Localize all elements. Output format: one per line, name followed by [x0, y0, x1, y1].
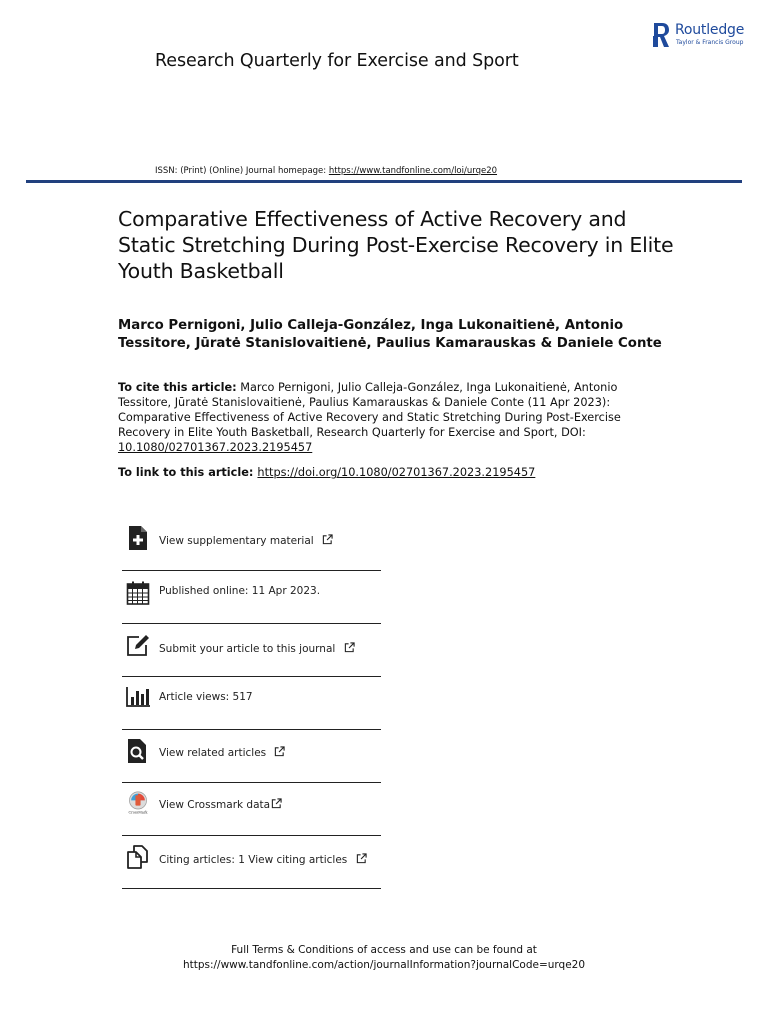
journal-title: Research Quarterly for Exercise and Sport [155, 51, 519, 71]
article-views-item [122, 677, 381, 730]
related-articles-item[interactable] [122, 730, 381, 783]
author-list: Marco Pernigoni, Julio Calleja-González, Inga Lukonaitienė, Antonio Tessitore, Jūratė Stanislovaitienė, Paulius Kamarauskas & Daniele Conte [118, 318, 662, 351]
related-articles-label: View related articles [159, 747, 267, 759]
header-divider [26, 180, 742, 183]
published-online-item [122, 571, 381, 624]
citation-doi-link[interactable]: 10.1080/02701367.2023.2195457 [118, 441, 313, 454]
citation-text: Marco Pernigoni, Julio Calleja-González, Inga Lukonaitienė, Antonio Tessitore, Jūratė Stanislovaitienė, Paulius Kamarauskas & Daniele Conte (11 Apr 2023): Comparative Effectiveness of Active Recovery and Static Stretching During Post-Exercise Recovery in Elite Youth Basketball, Research Quarterly for Exercise and Sport, DOI: [118, 381, 621, 439]
supplementary-label: View supplementary material [159, 535, 314, 547]
submit-article-item[interactable] [122, 624, 381, 677]
routledge-r-icon [653, 22, 670, 48]
article-link-block [118, 465, 678, 480]
routledge-logo[interactable] [653, 22, 753, 50]
crossmark-item[interactable] [122, 783, 381, 836]
terms-footer [0, 943, 768, 973]
document-plus-icon [126, 526, 150, 550]
external-link-icon [271, 798, 282, 809]
article-doi-link[interactable]: https://doi.org/10.1080/02701367.2023.2195457 [257, 466, 536, 479]
crossmark-logo-text: CrossMark [128, 810, 148, 815]
document-search-icon [126, 739, 150, 763]
calendar-icon [126, 581, 150, 605]
publisher-name: Routledge [675, 22, 745, 38]
article-info-list [122, 518, 381, 889]
article-title: Comparative Effectiveness of Active Recovery and Static Stretching During Post-Exercise Recovery in Elite Youth Basketball [118, 207, 674, 283]
external-link-icon [344, 642, 355, 653]
citing-articles-label: Citing articles: 1 View citing articles [159, 854, 348, 866]
issn-line [155, 166, 497, 176]
article-views-count: Article views: 517 [159, 691, 253, 703]
terms-link[interactable]: https://www.tandfonline.com/action/journalInformation?journalCode=urqe20 [182, 959, 586, 971]
citing-articles-item[interactable] [122, 836, 381, 889]
submit-label: Submit your article to this journal [159, 643, 336, 655]
external-link-icon [322, 534, 333, 545]
publisher-subtitle: Taylor & Francis Group [676, 39, 744, 46]
issn-prefix: ISSN: (Print) (Online) Journal homepage: [155, 166, 329, 176]
citation-label: To cite this article: [118, 381, 237, 394]
crossmark-logo-icon [126, 791, 150, 815]
link-label: To link to this article: [118, 466, 254, 479]
external-link-icon [356, 853, 367, 864]
bar-chart-icon [126, 685, 150, 709]
published-date: Published online: 11 Apr 2023. [159, 585, 321, 597]
crossmark-label: View Crossmark data [159, 799, 271, 811]
journal-homepage-link[interactable]: https://www.tandfonline.com/loi/urqe20 [328, 166, 498, 176]
supplementary-material-item[interactable] [122, 518, 381, 571]
citation-block [118, 380, 648, 455]
external-link-icon [274, 746, 285, 757]
terms-text: Full Terms & Conditions of access and use can be found at [231, 944, 537, 956]
pencil-edit-icon [126, 634, 150, 658]
citing-documents-icon [126, 845, 150, 869]
